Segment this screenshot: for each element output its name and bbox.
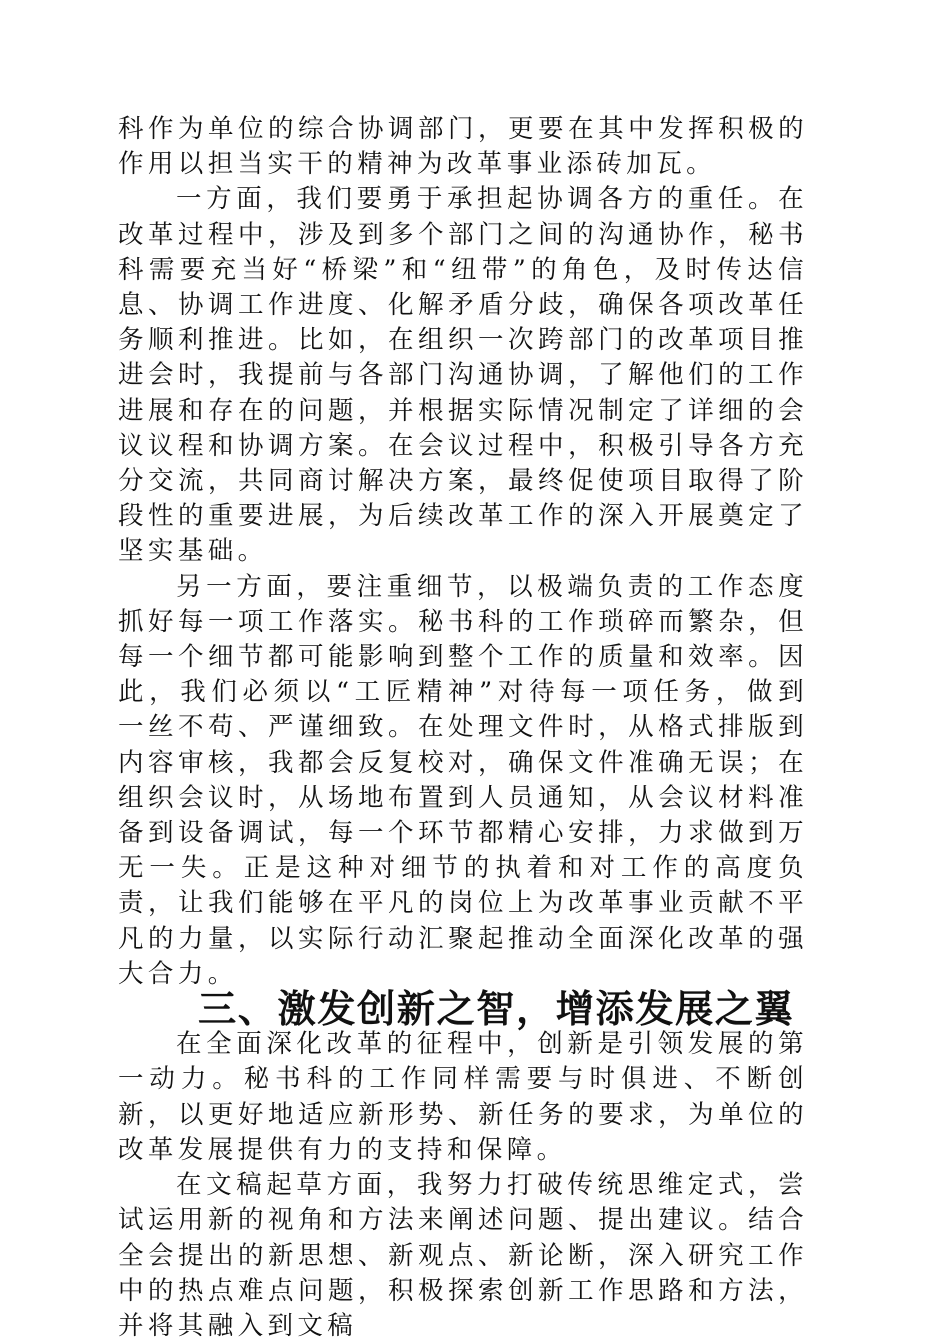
section-heading: 三、激发创新之智，增添发展之翼	[198, 987, 795, 1033]
paragraph-coordination: 一方面，我们要勇于承担起协调各方的重任。在改革过程中，涉及到多个部门之间的沟通协作，秘书科需要充当好“桥梁”和“纽带”的角色，及时传达信息、协调工作进度、化解矛盾分歧，确保各项改革任务顺利推进。比如，在组织一次跨部门的改革项目推进会时，我提前与各部门沟通协调，了解他们的工作进展和存在的问题，并根据实际情况制定了详细的会议议程和协调方案。在会议过程中，积极引导各方充分交流，共同商讨解决方案，最终促使项目取得了阶段性的重要进展，为后续改革工作的深入开展奠定了坚实基础。	[118, 184, 808, 567]
paragraph-continuation: 科作为单位的综合协调部门，更要在其中发挥积极的作用以担当实干的精神为改革事业添砖加瓦。	[118, 114, 808, 180]
paragraph-detail: 另一方面，要注重细节，以极端负责的工作态度抓好每一项工作落实。秘书科的工作琐碎而繁杂，但每一个细节都可能影响到整个工作的质量和效率。因此，我们必须以“工匠精神”对待每一项任务，做到一丝不苟、严谨细致。在处理文件时，从格式排版到内容审核，我都会反复校对，确保文件准确无误；在组织会议时，从场地布置到人员通知，从会议材料准备到设备调试，每一个环节都精心安排，力求做到万无一失。正是这种对细节的执着和对工作的高度负责，让我们能够在平凡的岗位上为改革事业贡献不平凡的力量，以实际行动汇聚起推动全面深化改革的强大合力。	[118, 571, 808, 989]
document-page	[118, 112, 808, 1344]
paragraph-innovation-intro: 在全面深化改革的征程中，创新是引领发展的第一动力。秘书科的工作同样需要与时俱进、不断创新，以更好地适应新形势、新任务的要求，为单位的改革发展提供有力的支持和保障。	[118, 1029, 808, 1165]
paragraph-drafting: 在文稿起草方面，我努力打破传统思维定式，尝试运用新的视角和方法来阐述问题、提出建议。结合全会提出的新思想、新观点、新论断，深入研究工作中的热点难点问题，积极探索创新工作思路和方法，并将其融入到文稿	[118, 1170, 808, 1341]
